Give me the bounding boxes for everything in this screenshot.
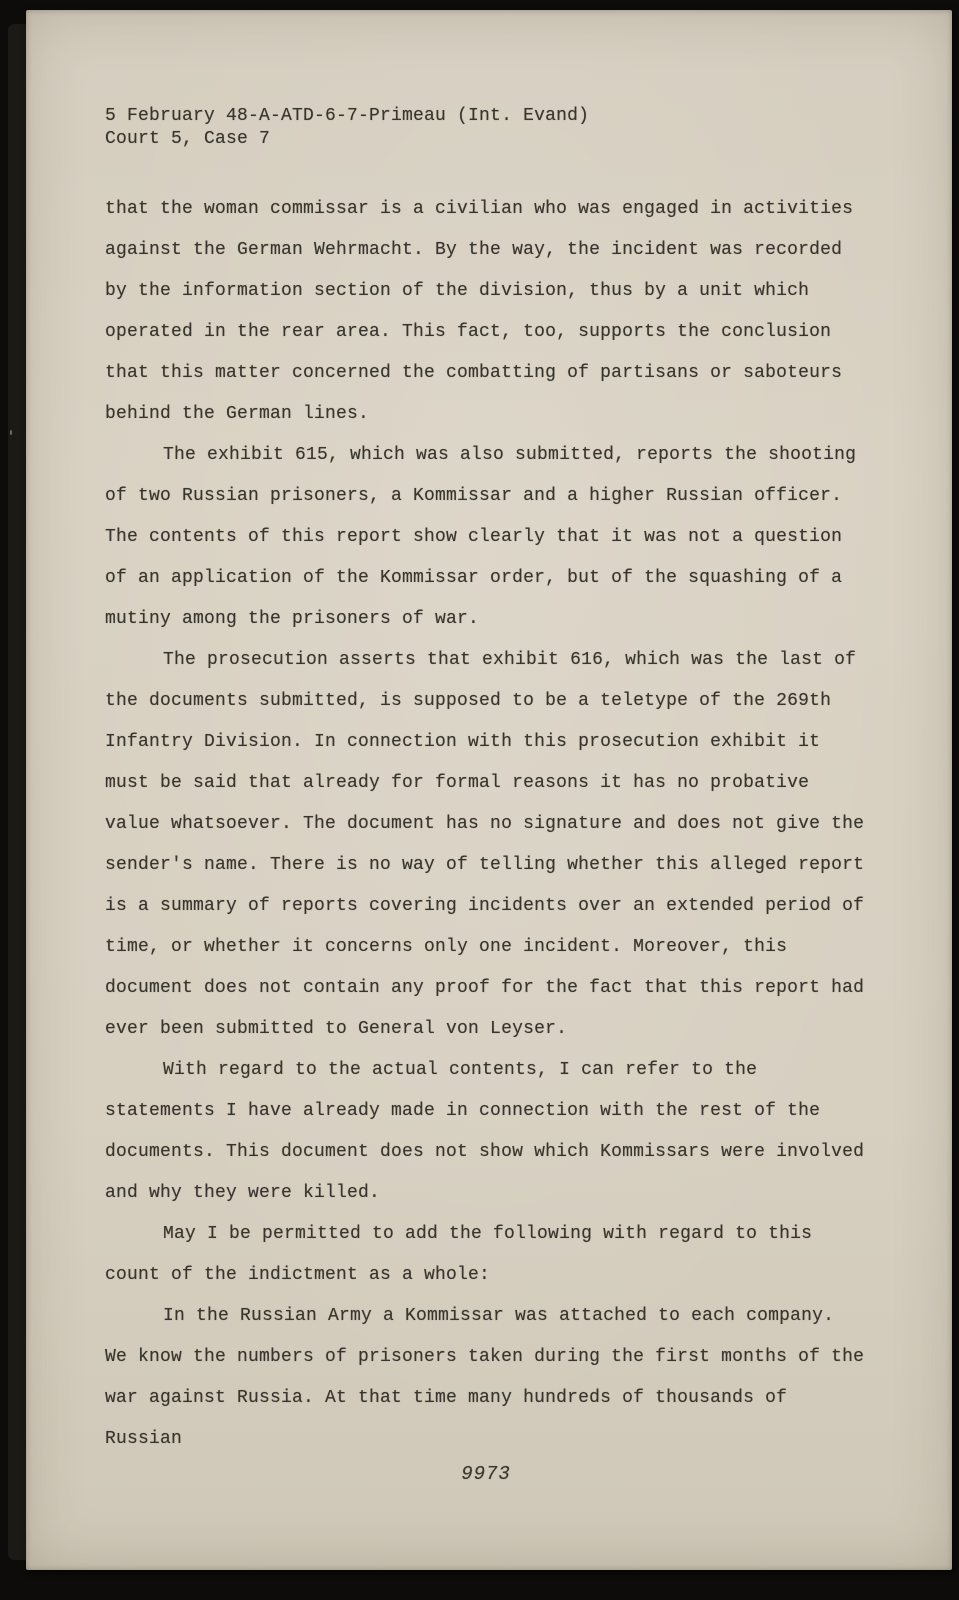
paragraph: that the woman commissar is a civilian who was engaged in activities against the German Wehrmacht. By the way, the incident was recorded by the information section of the division, thus by a unit which operated in the rear area. This fact, too, supports the conclusion that this matter concerned the combatting of partisans or saboteurs behind the German lines. [105,199,854,424]
page-content [105,105,867,1460]
header-court-case: Court 5, Case 7 [105,129,271,149]
document-header [105,105,867,151]
document-body [105,189,867,1460]
paragraph: The prosecution asserts that exhibit 616, which was the last of the documents submitted, is supposed to be a teletype of the 269th Infantry Division. In connection with this prosecution exhibit it must be said that already for formal reasons it has no probative value whatsoever. The document has no signature and does not give the sender's name. There is no way of telling whether this alleged report is a summary of reports covering incidents over an extended period of time, or whether it concerns only one incident. Moreover, this document does not contain any proof for the fact that this report had ever been submitted to General von Leyser. [105,650,865,1039]
page-number: 9973 [461,1463,511,1485]
paper-page [26,10,952,1570]
header-case-reference: 5 February 48-A-ATD-6-7-Primeau (Int. Evand) [105,106,590,126]
paragraph: In the Russian Army a Kommissar was attached to each company. We know the numbers of prisoners taken during the first months of the war against Russia. At that time many hundreds of thousands of Russian [105,1306,865,1449]
paragraph: May I be permitted to add the following with regard to this count of the indictment as a whole: [105,1224,813,1285]
paragraph: With regard to the actual contents, I can refer to the statements I have already made in connection with the rest of the documents. This document does not show which Kommissars were involved and why they were killed. [105,1060,865,1203]
paragraph: The exhibit 615, which was also submitted, reports the shooting of two Russian prisoners, a Kommissar and a higher Russian officer. The contents of this report show clearly that it was not a question of an application of the Kommissar order, but of the squashing of a mutiny among the prisoners of war. [105,445,857,629]
scan-speck [10,430,12,435]
